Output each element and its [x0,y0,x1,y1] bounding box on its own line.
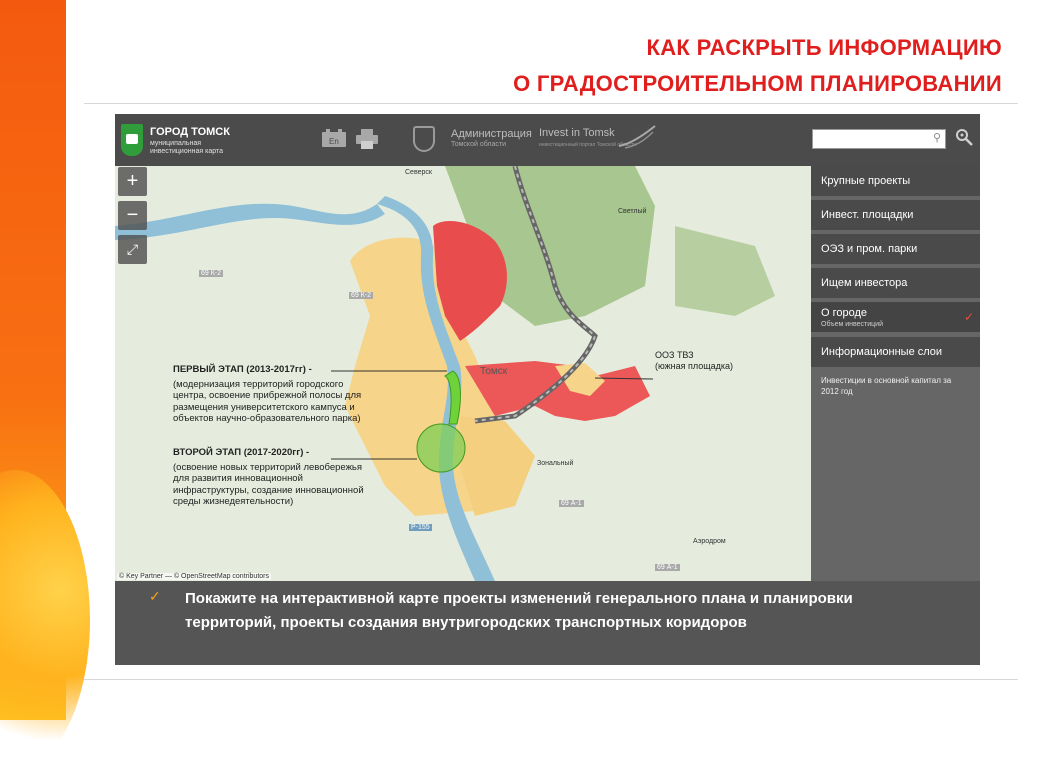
city-title[interactable]: ГОРОД ТОМСК [150,126,230,138]
menu-item-about-city-sublabel: Объем инвестиций [821,321,884,328]
admin-title[interactable]: Администрация [451,128,532,140]
fullscreen-icon[interactable]: ⤢ [118,235,147,264]
stage-1-line: объектов научно-образовательного парка) [173,413,361,424]
stage-2-zone [417,424,465,472]
map-label-seversk: Северск [405,169,432,176]
map-label-tomsk: Томск [480,366,508,377]
stage-2-annotation [173,447,364,508]
city-subtitle: муниципальная инвестиционная карта [150,140,223,155]
instruction-callout [115,581,980,665]
road-label: 69 А-1 [657,564,678,571]
interactive-map[interactable] [115,166,811,581]
menu-item-sez-industrial-parks[interactable]: ОЭЗ и пром. парки [811,234,980,264]
menu-item-major-projects[interactable]: Крупные проекты [811,166,980,196]
zoom-in-button[interactable]: + [118,167,147,196]
stage-2-line: для развития инновационной [173,473,303,484]
stripe-curve-decoration [0,470,90,770]
ooz-title: ООЗ ТВЗ [655,350,694,360]
check-icon: ✓ [149,588,161,604]
stage-2-line: инфраструктуры, создание инновационной [173,484,364,496]
menu-item-about-city-label: О городе [821,307,868,319]
stage-2-line: (освоение новых территорий левобережья [173,461,363,473]
menu-item-info-layers[interactable]: Информационные слои [811,337,980,367]
stage-1-line: размещения университетского кампуса и [173,401,355,413]
language-label: En [329,137,339,146]
slide-title-line-1: КАК РАСКРЫТЬ ИНФОРМАЦИЮ [646,35,1002,60]
road-label: 69 К-2 [201,270,222,277]
stage-2-description [173,462,364,508]
title-divider [84,103,1018,104]
map-label-airport: Аэродром [693,538,726,545]
instruction-text: Покажите на интерактивной карте проекты изменений генерального плана и планировки территорий, проекты создания внутригородских транспортных коридоров [185,590,853,631]
stage-2-title: ВТОРОЙ ЭТАП (2017-2020гг) - [173,447,310,458]
map-label-zonalny: Зональный [537,460,574,467]
ooz-subtitle: (южная площадка) [655,361,734,371]
stage-1-line: (модернизация территорий городского [173,378,344,390]
admin-emblem-icon[interactable] [413,126,435,152]
admin-subtitle: Томской области [451,141,507,148]
zoom-out-button[interactable]: − [118,201,147,230]
language-en-icon[interactable] [321,129,347,154]
sidebar-menu [811,166,980,581]
invest-swoosh-icon [617,124,657,150]
app-header [115,114,980,166]
invest-in-tomsk-subtitle: инвестиционный портал Томской области [539,142,637,148]
city-coat-of-arms-icon[interactable] [121,124,143,156]
invest-in-tomsk-title[interactable]: Invest in Tomsk [539,127,615,139]
stage-1-annotation [173,364,361,425]
menu-item-investment-sites[interactable]: Инвест. площадки [811,200,980,230]
print-icon[interactable] [356,129,378,154]
stage-2-line: среды жизнедеятельности) [173,496,294,507]
road-label: 69 К-2 [351,292,372,299]
road-label: Р-155 [411,524,430,531]
ooz-annotation [655,350,733,372]
footer-divider [84,679,1018,680]
search-icon[interactable]: ⚲ [932,132,941,144]
map-label-svetly: Светлый [618,208,647,215]
map-attribution[interactable]: © Key Partner — © OpenStreetMap contributors [119,573,269,580]
checkmark-icon: ✓ [963,310,974,324]
stage-1-description [173,379,361,425]
road-label: 69 А-1 [561,500,582,507]
stage-1-title: ПЕРВЫЙ ЭТАП (2013-2017гг) - [173,364,312,375]
menu-item-about-city[interactable] [811,302,980,332]
slide-title [513,30,1002,102]
advanced-search-icon[interactable] [955,128,973,151]
layer-info-text: Инвестиции в основной капитал за 2012 год [821,376,952,396]
slide-title-line-2: О ГРАДОСТРОИТЕЛЬНОМ ПЛАНИРОВАНИИ [513,71,1002,96]
stage-1-line: центра, освоение прибрежной полосы для [173,390,362,401]
search-input[interactable] [813,132,931,150]
menu-item-seeking-investor[interactable]: Ищем инвестора [811,268,980,298]
search-field [812,129,946,149]
